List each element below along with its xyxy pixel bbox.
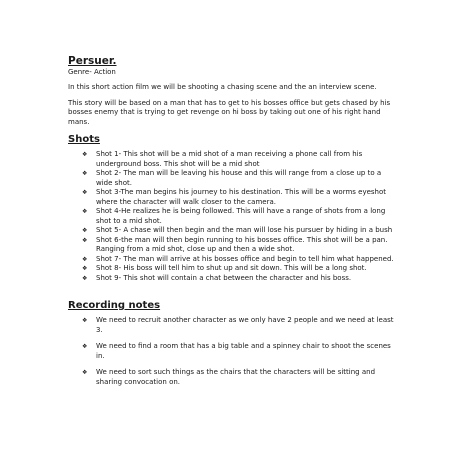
bullet-icon: ❖ (82, 208, 88, 215)
bullet-icon: ❖ (82, 255, 88, 263)
list-item (68, 274, 398, 284)
bullet-icon: ❖ (82, 265, 88, 272)
list-item (68, 150, 398, 169)
list-item (68, 226, 398, 236)
genre-line: Genre- Action (68, 68, 116, 76)
bullet-icon: ❖ (82, 151, 88, 158)
bullet-icon: ❖ (82, 343, 88, 350)
bullet-icon: ❖ (82, 189, 88, 196)
note-text: We need to find a room that has a big table and a spinney chair to shoot the scenes in. (96, 342, 391, 360)
shot-text: Shot 2- The man will be leaving his house and this will range from a close up to a wide shot. (96, 169, 382, 187)
shot-text: Shot 7- The man will arrive at his bosses office and begin to tell him what happened. (96, 254, 394, 263)
list-item (68, 207, 398, 226)
shot-text: Shot 1- This shot will be a mid shot of a man receiving a phone call from his underground boss. This shot will be a mid shot (96, 150, 363, 168)
list-item (68, 368, 398, 387)
note-text: We need to recruit another character as we only have 2 people and we need at least 3. (96, 316, 394, 334)
spacer (68, 283, 398, 293)
shot-text: Shot 9- This shot will contain a chat between the character and his boss. (96, 273, 352, 282)
list-item (68, 264, 398, 274)
shot-text: Shot 5- A chase will then begin and the man will lose his pursuer by hiding in a bush (96, 226, 393, 234)
document-page (68, 55, 398, 394)
shots-heading: Shots (68, 134, 100, 145)
intro-paragraph: This story will be based on a man that has to get to his bosses office but gets chased by his bosses enemy that is trying to get revenge on hi boss by taking out one of his right hand mans. (68, 98, 391, 126)
list-item (68, 169, 398, 188)
notes-list (68, 316, 398, 387)
intro-paragraph: In this short action film we will be shooting a chasing scene and the an interview scene. (68, 83, 377, 91)
list-item (68, 255, 398, 265)
note-text: We need to sort such things as the chairs that the characters will be sitting and sharing convocation on. (96, 368, 376, 386)
recording-notes-heading: Recording notes (68, 300, 161, 311)
list-item (68, 342, 398, 361)
bullet-icon: ❖ (82, 274, 88, 282)
list-item (68, 316, 398, 335)
shot-text: Shot 4-He realizes he is being followed. This will have a range of shots from a long shot to a mid shot. (96, 207, 386, 225)
list-item (68, 188, 398, 207)
shot-text: Shot 3-The man begins his journey to his destination. This will be a worms eyeshot where the character will walk closer to the camera. (96, 188, 387, 206)
document-title: Persuer. (68, 55, 117, 67)
shot-text: Shot 6-the man will then begin running to his bosses office. This shot will be a pan. Ranging from a mid shot, close up and then a wide shot. (96, 235, 388, 253)
shots-list (68, 150, 398, 283)
bullet-icon: ❖ (82, 236, 88, 244)
shot-text: Shot 8- His boss will tell him to shut up and sit down. This will be a long shot. (96, 264, 367, 272)
list-item (68, 236, 398, 255)
bullet-icon: ❖ (82, 170, 88, 177)
bullet-icon: ❖ (82, 317, 88, 324)
bullet-icon: ❖ (82, 369, 88, 376)
bullet-icon: ❖ (82, 227, 88, 234)
